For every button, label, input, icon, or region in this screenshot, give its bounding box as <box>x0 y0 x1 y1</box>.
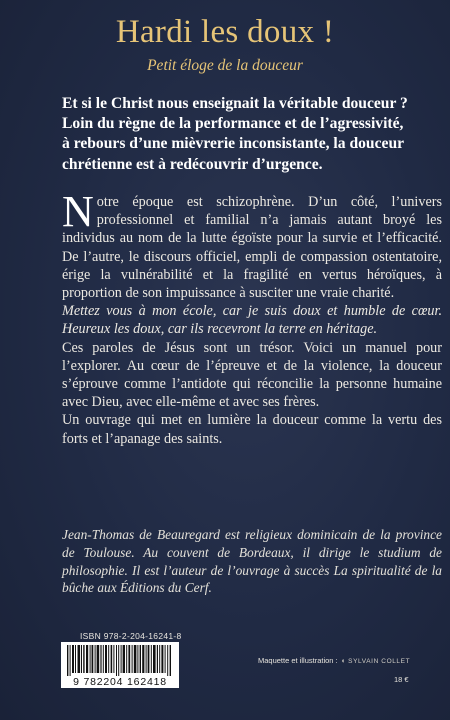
paragraph-treasure: Ces paroles de Jésus sont un trésor. Voici un manuel pour l’explorer. Au cœur de l’épreuve et de la violence, la douceur s’éprouve comme l’antidote qui réconcilie la personne humaine avec Dieu, avec elle-même et avec ses frères. <box>62 339 442 411</box>
design-credit <box>258 656 410 665</box>
studio-logo-icon: ◖ <box>340 656 346 665</box>
intro-line: à rebours d’une mièvrerie inconsistante, la douceur <box>62 135 405 153</box>
book-title: Hardi les doux ! <box>115 14 335 50</box>
jesus-quote: Mettez vous à mon école, car je suis doux et humble de cœur. Heureux les doux, car ils recevront la terre en héritage. <box>62 303 442 338</box>
price-label: 18 € <box>394 675 409 684</box>
paragraph-summary: Un ouvrage qui met en lumière la douceur comme la vertu des forts et l’apanage des saints. <box>62 412 442 447</box>
author-bio: Jean-Thomas de Beauregard est religieux dominicain de la province de Toulouse. Au couvent de Bordeaux, il dirige le studium de philosophie. Il est l’auteur de l’ouvrage à succès La spiritualité de la bûche aux Éditions du Cerf. <box>62 527 442 596</box>
description-block <box>62 187 442 448</box>
barcode <box>61 642 179 688</box>
drop-cap: N <box>62 187 94 236</box>
intro-block <box>62 94 434 175</box>
paragraph-epoch <box>62 187 442 302</box>
intro-line: Loin du règne de la performance et de l’agressivité, <box>62 115 404 133</box>
credit-label: Maquette et illustration : <box>258 656 338 665</box>
isbn-label: ISBN 978-2-204-16241-8 <box>80 631 182 641</box>
intro-line: Et si le Christ nous enseignait la véritable douceur ? <box>62 95 408 112</box>
paragraph-epoch-text: otre époque est schizophrène. D’un côté, l’univers professionnel et familial n’a jamais autant broyé les individus au nom de la lutte égoïste pour la survie et l’efficacité. De l’autre, le discours officiel, empli de compassion ostentatoire, érige la vulnérabilité et la fragilité en vertus héroïques, à proportion de son impuissance à susciter une vraie charité. <box>62 194 442 302</box>
book-subtitle: Petit éloge de la douceur <box>147 57 303 74</box>
intro-line: chrétienne est à redécouvrir d’urgence. <box>62 155 323 173</box>
credit-studio: SYLVAIN COLLET <box>348 658 411 665</box>
barcode-digits: 9 782204 162418 <box>73 676 167 688</box>
barcode-graphic-icon <box>67 645 173 676</box>
